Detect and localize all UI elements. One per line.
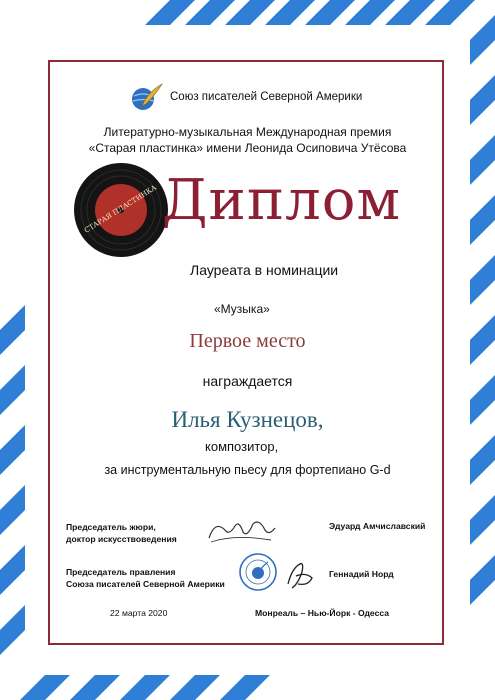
nomination-name: «Музыка»	[214, 302, 270, 316]
recipient-role: композитор,	[205, 439, 279, 454]
nomination-intro: Лауреата в номинации	[190, 262, 339, 278]
board-chair-title	[66, 566, 225, 590]
prize-line-1: Литературно-музыкальная Международная премия	[103, 125, 392, 139]
award-work: за инструментальную пьесу для фортепиано G-d	[104, 463, 391, 477]
record-label-text: СТАРАЯ ПЛАСТИНКА	[82, 183, 158, 235]
jury-chair-name: Эдуард Амчиславский	[329, 521, 426, 531]
place-award: Первое место	[189, 330, 306, 352]
jury-chair-title-line1: Председатель жюри,	[66, 522, 156, 532]
jury-chair-title	[66, 521, 177, 545]
jury-chair-title-line2: доктор искусствоведения	[66, 534, 177, 544]
awarded-label: награждается	[202, 373, 293, 389]
jury-chair-signature	[205, 512, 277, 548]
cities: Монреаль – Нью-Йорк - Одесса	[255, 608, 390, 618]
quill-globe-logo	[128, 82, 164, 112]
board-chair-signature	[282, 558, 318, 592]
board-chair-title-line2: Союза писателей Северной Америки	[66, 579, 225, 589]
vinyl-record-icon	[73, 162, 169, 258]
board-chair-name: Геннадий Норд	[329, 569, 394, 579]
board-chair-title-line1: Председатель правления	[66, 567, 176, 577]
recipient-name: Илья Кузнецов,	[171, 407, 324, 432]
organization-name: Союз писателей Северной Америки	[170, 91, 363, 103]
prize-line-2: «Старая пластинка» имени Леонида Осиповича Утёсова	[88, 141, 407, 155]
official-seal	[238, 552, 278, 592]
diploma-title: Диплом	[162, 168, 402, 233]
award-date: 22 марта 2020	[110, 608, 168, 618]
